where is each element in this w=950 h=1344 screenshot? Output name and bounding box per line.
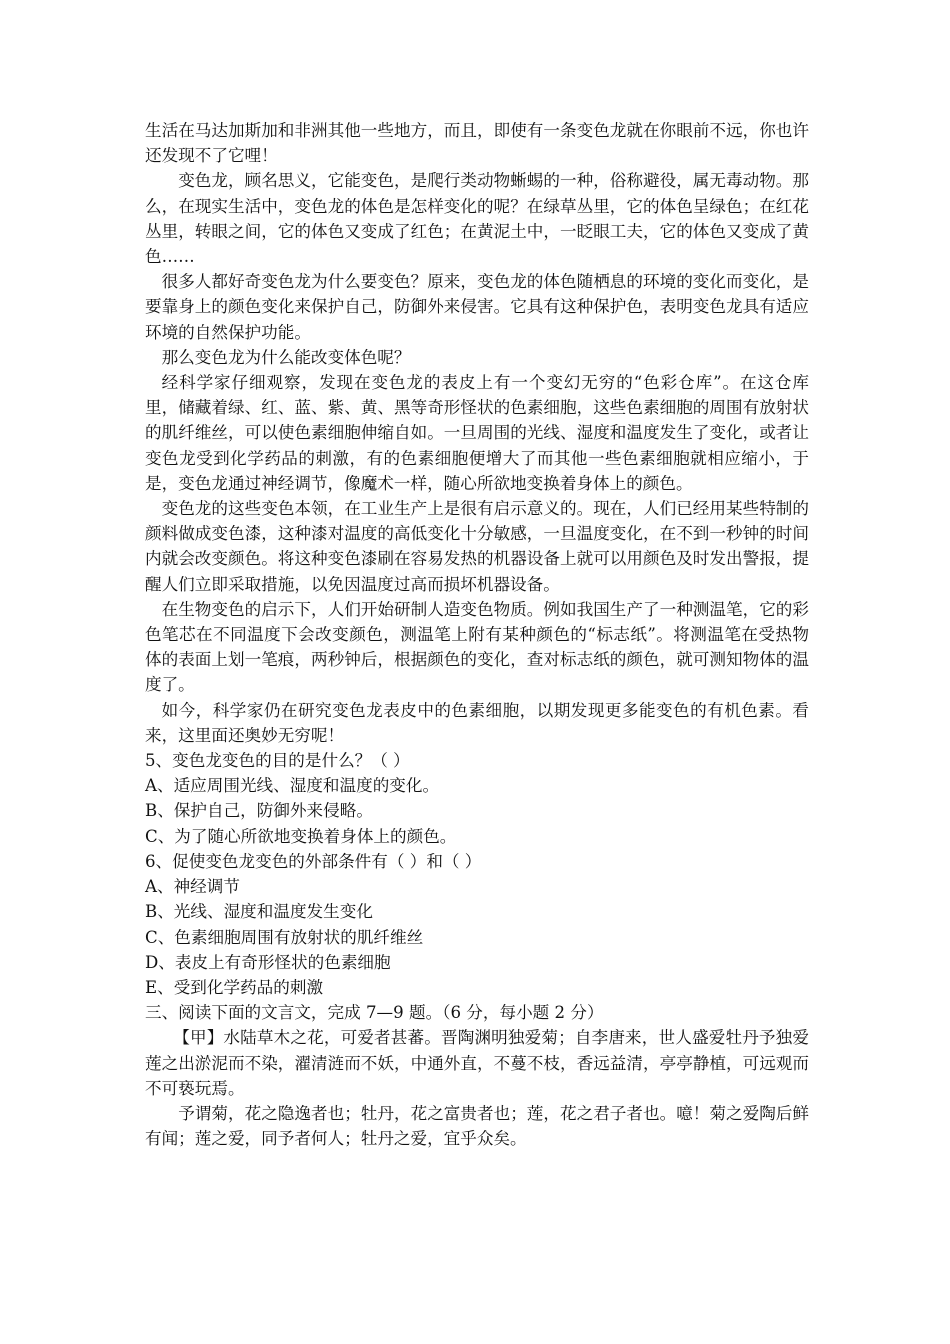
passage-paragraph-2: 变色龙，顾名思义，它能变色，是爬行类动物蜥蜴的一种，俗称避役，属无毒动物。那么，在现实生活中，变色龙的体色是怎样变化的呢？在绿草丛里，它的体色呈绿色；在红花丛里，转眼之间，它的体色又变成了红色；在黄泥土中，一眨眼工夫，它的体色又变成了黄色…… xyxy=(145,171,809,267)
question-5-option-b: B、保护自己，防御外来侵略。 xyxy=(145,801,373,821)
passage-paragraph-3: 很多人都好奇变色龙为什么要变色？原来，变色龙的体色随栖息的环境的变化而变化，是要靠身上的颜色变化来保护自己，防御外来侵害。它具有这种保护色，表明变色龙具有适应环境的自然保护功能。 xyxy=(145,272,809,342)
question-6: 6、促使变色龙变色的外部条件有（ ）和（ ） xyxy=(145,851,482,871)
passage-paragraph-8: 如今，科学家仍在研究变色龙表皮中的色素细胞，以期发现更多能变色的有机色素。看来，这里面还奥妙无穷呢！ xyxy=(145,700,809,745)
question-5-option-c: C、为了随心所欲地变换着身体上的颜色。 xyxy=(145,826,457,846)
passage-paragraph-5: 经科学家仔细观察，发现在变色龙的表皮上有一个变幻无穷的“色彩仓库”。在这仓库里，储藏着绿、红、蓝、紫、黄、黑等奇形怪状的色素细胞，这些色素细胞的周围有放射状的肌纤维丝，可以使色素细胞伸缩自如。一旦周围的光线、湿度和温度发生了变化，或者让变色龙受到化学药品的刺激，有的色素细胞便增大了而其他一些色素细胞就相应缩小，于是，变色龙通过神经调节，像魔术一样，随心所欲地变换着身体上的颜色。 xyxy=(145,373,809,493)
section-3-heading: 三、阅读下面的文言文，完成 7—9 题。（6 分，每小题 2 分） xyxy=(145,1003,604,1023)
question-5: 5、变色龙变色的目的是什么？（ ） xyxy=(145,751,410,771)
question-6-option-d: D、表皮上有奇形怪状的色素细胞 xyxy=(145,952,391,972)
question-6-option-b: B、光线、湿度和温度发生变化 xyxy=(145,902,373,922)
passage-paragraph-1: 生活在马达加斯加和非洲其他一些地方，而且，即使有一条变色龙就在你眼前不远，你也许还发现不了它哩！ xyxy=(145,121,809,166)
classical-text-paragraph-2: 予谓菊，花之隐逸者也；牡丹，花之富贵者也；莲，花之君子者也。噫！菊之爱陶后鲜有闻；莲之爱，同予者何人；牡丹之爱，宜乎众矣。 xyxy=(145,1103,809,1149)
question-6-option-e: E、受到化学药品的刺激 xyxy=(145,977,324,997)
question-5-option-a: A、适应周围光线、湿度和温度的变化。 xyxy=(145,776,440,796)
passage-paragraph-7: 在生物变色的启示下，人们开始研制人造变色物质。例如我国生产了一种测温笔，它的彩色笔芯在不同温度下会改变颜色，测温笔上附有某种颜色的“标志纸”。将测温笔在受热物体的表面上划一笔痕，两秒钟后，根据颜色的变化，查对标志纸的颜色，就可测知物体的温度了。 xyxy=(145,599,809,695)
question-6-option-c: C、色素细胞周围有放射状的肌纤维丝 xyxy=(145,927,424,947)
document-page xyxy=(145,118,809,1151)
passage-paragraph-4: 那么变色龙为什么能改变体色呢？ xyxy=(161,347,411,367)
classical-text-paragraph-1: 【甲】水陆草木之花，可爱者甚蕃。晋陶渊明独爱菊；自李唐来，世人盛爱牡丹予独爱莲之出淤泥而不染，濯清涟而不妖，中通外直，不蔓不枝，香远益清，亭亭静植，可远观而不可亵玩焉。 xyxy=(145,1028,809,1098)
question-6-option-a: A、神经调节 xyxy=(145,877,240,897)
passage-paragraph-6: 变色龙的这些变色本领，在工业生产上是很有启示意义的。现在，人们已经用某些特制的颜料做成变色漆，这种漆对温度的高低变化十分敏感，一旦温度变化，在不到一秒钟的时间内就会改变颜色。将这种变色漆刷在容易发热的机器设备上就可以用颜色及时发出警报，提醒人们立即采取措施，以免因温度过高而损坏机器设备。 xyxy=(145,499,809,594)
